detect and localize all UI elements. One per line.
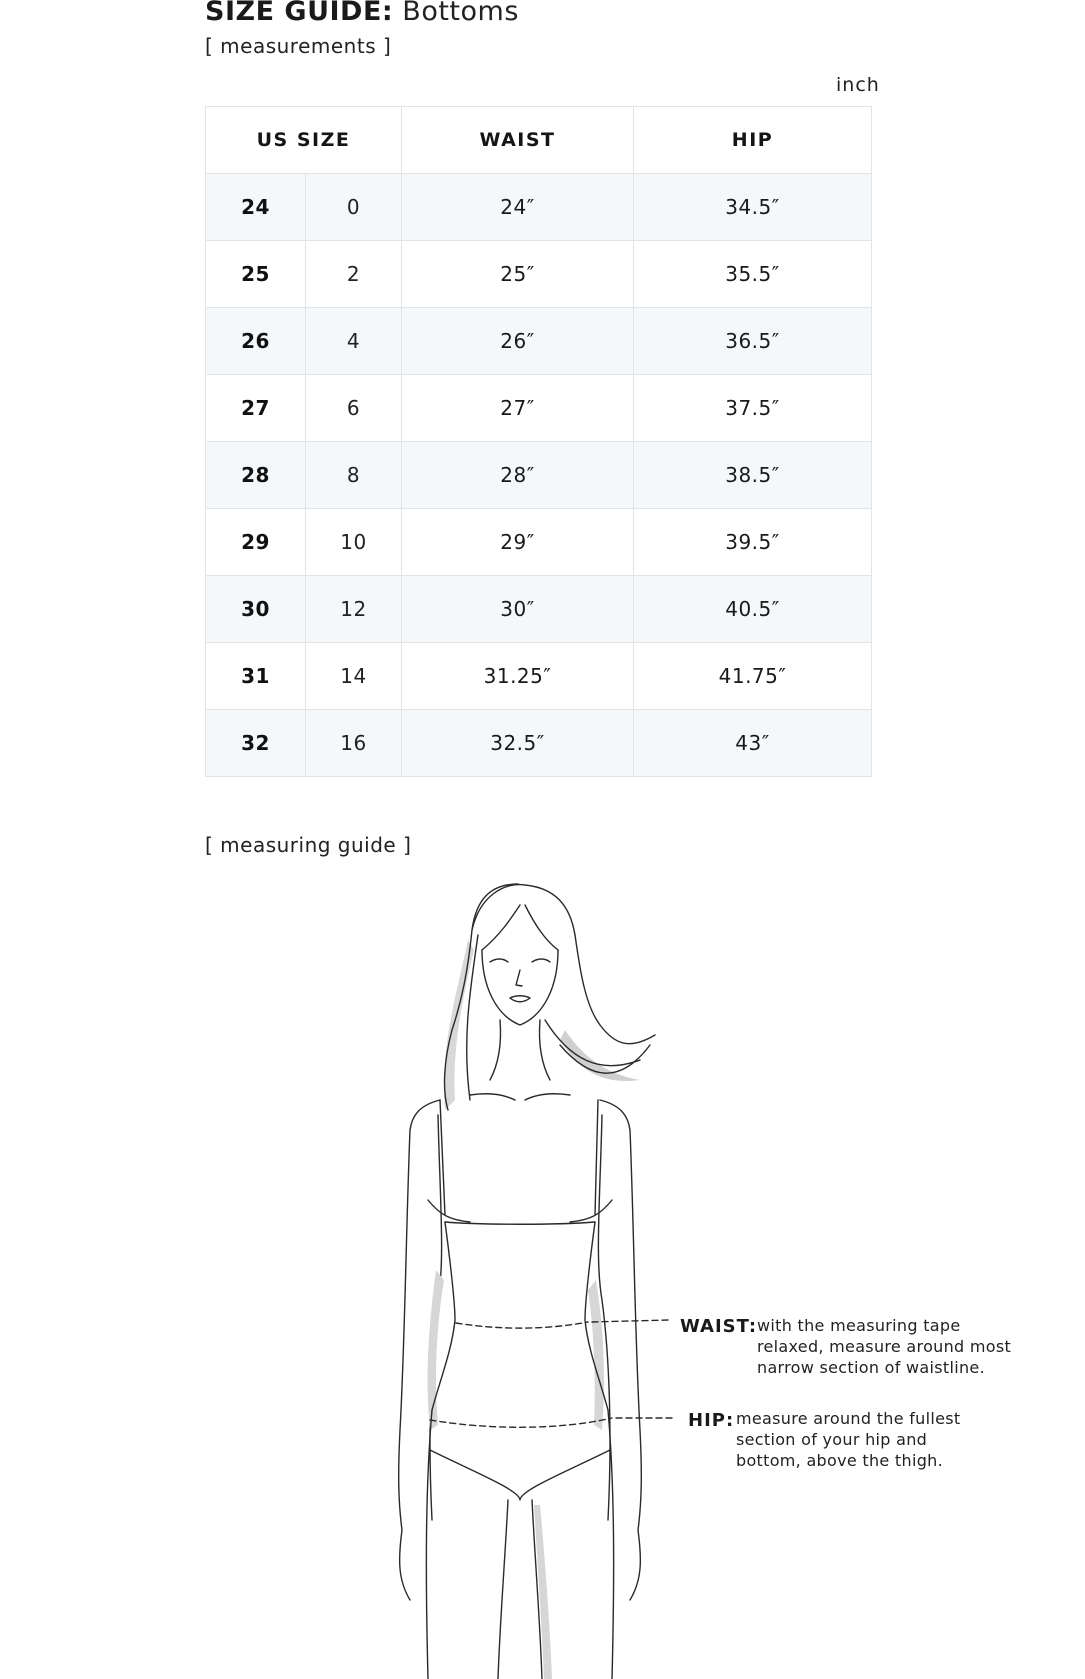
hip-cell: 41.75″ (634, 643, 872, 710)
eye-left (490, 959, 508, 962)
waist-cell: 29″ (402, 509, 634, 576)
measuring-guide-title: [ measuring guide ] (205, 833, 412, 857)
us-size-cell: 0 (306, 174, 402, 241)
mouth (510, 996, 530, 1002)
hip-cell: 36.5″ (634, 308, 872, 375)
size-cell: 28 (206, 442, 306, 509)
size-cell: 29 (206, 509, 306, 576)
arm-right-outer (630, 1130, 641, 1600)
waist-cell: 25″ (402, 241, 634, 308)
waist-cell: 31.25″ (402, 643, 634, 710)
us-size-cell: 2 (306, 241, 402, 308)
waist-line (456, 1322, 588, 1328)
hip-desc-line: measure around the fullest (736, 1409, 961, 1428)
size-cell: 24 (206, 174, 306, 241)
waist-desc-line: narrow section of waistline. (757, 1358, 985, 1377)
hair-top (472, 885, 575, 935)
table-row (206, 710, 872, 777)
size-cell: 26 (206, 308, 306, 375)
waist-cell: 28″ (402, 442, 634, 509)
us-size-cell: 10 (306, 509, 402, 576)
hip-cell: 43″ (634, 710, 872, 777)
table-row (206, 174, 872, 241)
waist-leader (592, 1320, 668, 1322)
hair-part (482, 905, 520, 950)
us-size-cell: 16 (306, 710, 402, 777)
page-title (205, 0, 519, 27)
header-hip: HIP (634, 107, 872, 174)
table-row (206, 375, 872, 442)
hip-cell: 38.5″ (634, 442, 872, 509)
bust-right (570, 1200, 612, 1222)
arm-shade-right (588, 1280, 604, 1430)
shoulder-right (600, 1100, 630, 1130)
header-us-size: US SIZE (206, 107, 402, 174)
face (482, 950, 558, 1025)
neck-left (490, 1020, 501, 1080)
size-cell: 31 (206, 643, 306, 710)
hair-part-2 (525, 905, 558, 950)
title-category: Bottoms (402, 0, 519, 27)
size-cell: 25 (206, 241, 306, 308)
header-waist: WAIST (402, 107, 634, 174)
strap-right (595, 1100, 598, 1215)
us-size-cell: 4 (306, 308, 402, 375)
bust-left (428, 1200, 470, 1222)
leg-gap-left (498, 1500, 508, 1679)
hip-cell: 37.5″ (634, 375, 872, 442)
table-row (206, 308, 872, 375)
hip-cell: 39.5″ (634, 509, 872, 576)
arm-left-outer (399, 1130, 410, 1600)
hair-shade-right (560, 1030, 640, 1081)
size-table (205, 106, 872, 777)
hip-description (736, 1408, 960, 1471)
table-row (206, 442, 872, 509)
table-row (206, 241, 872, 308)
figure-illustration (0, 860, 1085, 1679)
hip-desc-line: bottom, above the thigh. (736, 1451, 943, 1470)
hip-cell: 34.5″ (634, 174, 872, 241)
waist-cell: 24″ (402, 174, 634, 241)
table-row (206, 576, 872, 643)
waist-desc-line: relaxed, measure around most (757, 1337, 1012, 1356)
size-cell: 30 (206, 576, 306, 643)
waist-desc-line: with the measuring tape (757, 1316, 961, 1335)
waist-cell: 32.5″ (402, 710, 634, 777)
neck-right (539, 1020, 550, 1080)
hip-cell: 35.5″ (634, 241, 872, 308)
size-cell: 32 (206, 710, 306, 777)
brief-line (430, 1450, 610, 1500)
hip-desc-line: section of your hip and (736, 1430, 928, 1449)
measurements-subtitle: [ measurements ] (205, 34, 392, 58)
hair-right (575, 935, 655, 1044)
hip-line (430, 1418, 612, 1427)
waist-cell: 26″ (402, 308, 634, 375)
waist-cell: 30″ (402, 576, 634, 643)
table-row (206, 643, 872, 710)
hip-cell: 40.5″ (634, 576, 872, 643)
unit-label: inch (836, 74, 880, 96)
table-row (206, 509, 872, 576)
title-bold: SIZE GUIDE: (205, 0, 394, 27)
nose (516, 970, 522, 986)
us-size-cell: 14 (306, 643, 402, 710)
shoulder-left (410, 1100, 440, 1130)
waist-description (757, 1315, 1011, 1378)
eye-right (532, 959, 550, 962)
leg-shade (534, 1505, 552, 1679)
collar (470, 1094, 570, 1100)
us-size-cell: 6 (306, 375, 402, 442)
hair-shade (444, 940, 474, 1110)
arm-shade-left (428, 1270, 444, 1430)
size-cell: 27 (206, 375, 306, 442)
table-header-row (206, 107, 872, 174)
waist-cell: 27″ (402, 375, 634, 442)
waist-label: WAIST: (680, 1316, 758, 1337)
us-size-cell: 12 (306, 576, 402, 643)
hip-label: HIP: (688, 1410, 735, 1431)
us-size-cell: 8 (306, 442, 402, 509)
